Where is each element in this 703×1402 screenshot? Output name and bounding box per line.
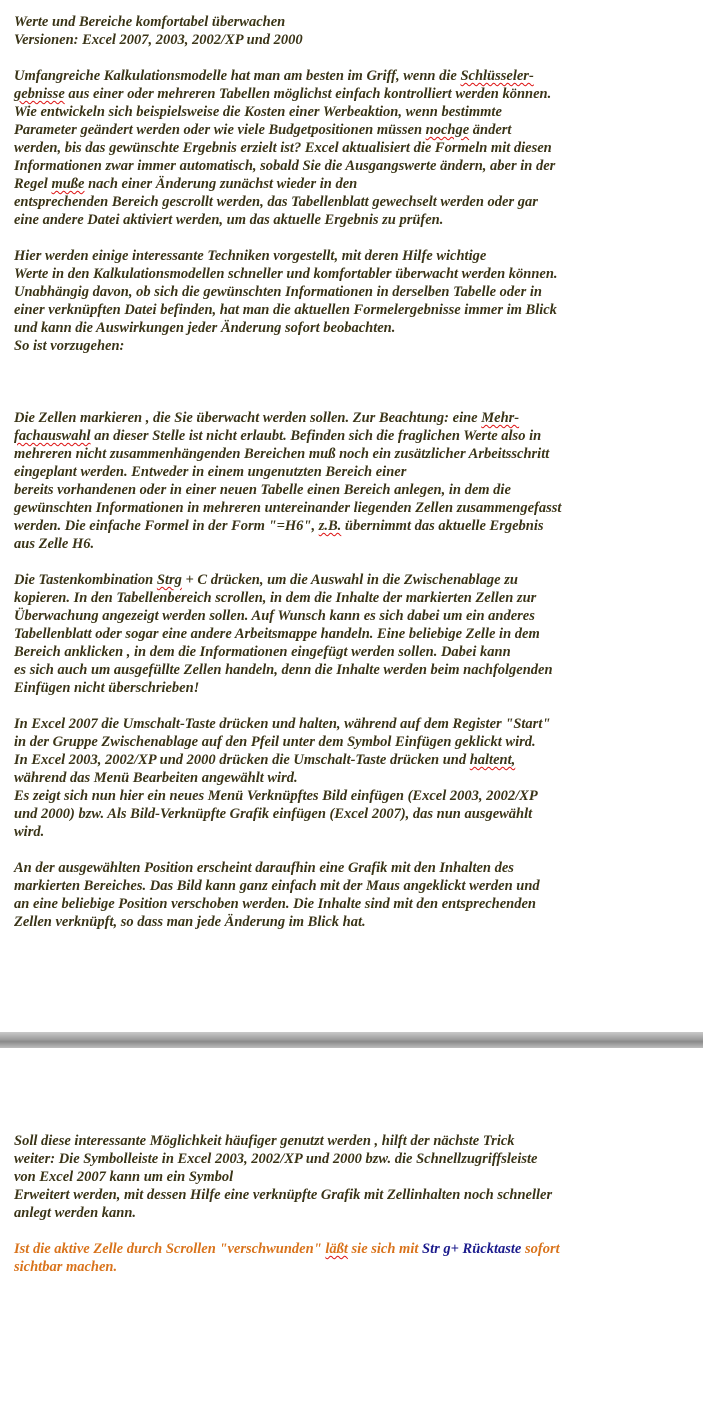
paragraph-line: Überwachung angezeigt werden sollen. Auf Wunsch kann es sich dabei um ein anderes bbox=[14, 608, 535, 624]
paragraph-line: Hier werden einige interessante Techniken vorgestellt, mit deren Hilfe wichtige bbox=[14, 248, 487, 264]
tip-line: Ist die aktive Zelle durch Scrollen "verschwunden" läßt sie sich mit Str g+ Rücktaste sofort bbox=[14, 1241, 560, 1257]
spelling-mark: haltent, bbox=[469, 752, 516, 768]
paragraph-line: Erweitert werden, mit dessen Hilfe eine verknüpfte Grafik mit Zellinhalten noch schneller bbox=[14, 1187, 553, 1203]
page-break-separator bbox=[0, 1032, 703, 1048]
paragraph-line: Parameter geändert werden oder wie viele Budgetpositionen müssen nochge ändert bbox=[14, 122, 512, 138]
paragraph-line: werden, bis das gewünschte Ergebnis erzielt ist? Excel aktualisiert die Formeln mit diesen bbox=[14, 140, 552, 156]
paragraph-line: an eine beliebige Position verschoben werden. Die Inhalte sind mit den entsprechenden bbox=[14, 896, 536, 912]
paragraph-line: Einfügen nicht überschrieben! bbox=[14, 680, 200, 696]
spelling-mark: muße bbox=[51, 176, 85, 192]
spelling-mark: z.B. bbox=[318, 518, 342, 534]
paragraph-line: entsprechenden Bereich gescrollt werden, das Tabellenblatt gewechselt werden oder gar bbox=[14, 194, 538, 210]
tip-line: sichtbar machen. bbox=[14, 1259, 118, 1275]
paragraph-line: Umfangreiche Kalkulationsmodelle hat man am besten im Griff, wenn die Schlüsseler- bbox=[14, 68, 534, 84]
paragraph-line: von Excel 2007 kann um ein Symbol bbox=[14, 1169, 234, 1185]
paragraph-line: kopieren. In den Tabellenbereich scrollen, in dem die Inhalte der markierten Zellen zur bbox=[14, 590, 537, 606]
spelling-mark: fachauswahl bbox=[14, 428, 91, 444]
paragraph-line: mehreren nicht zusammenhängenden Bereichen muß noch ein zusätzlicher Arbeitsschritt bbox=[14, 446, 550, 462]
document-body-page-2 bbox=[14, 1132, 626, 1276]
paragraph-line: Informationen zwar immer automatisch, sobald Sie die Ausgangswerte ändern, aber in der bbox=[14, 158, 556, 174]
paragraph-line: Zellen verknüpft, so dass man jede Änderung im Blick hat. bbox=[14, 914, 366, 930]
doc-versions: Versionen: Excel 2007, 2003, 2002/XP und 2000 bbox=[14, 32, 303, 48]
spelling-mark: Schlüsseler- bbox=[460, 68, 534, 84]
paragraph-line: Wie entwickeln sich beispielsweise die Kosten einer Werbeaktion, wenn bestimmte bbox=[14, 104, 502, 120]
doc-title: Werte und Bereiche komfortabel überwachen bbox=[14, 14, 286, 30]
paragraph-line: markierten Bereiches. Das Bild kann ganz einfach mit der Maus angeklickt werden und bbox=[14, 878, 540, 894]
spelling-mark: gebnisse bbox=[14, 86, 65, 102]
spelling-mark: Mehr- bbox=[481, 410, 520, 426]
paragraph-line: anlegt werden kann. bbox=[14, 1205, 137, 1221]
paragraph-line: wird. bbox=[14, 824, 45, 840]
paragraph-line: eingeplant werden. Entweder in einem ungenutzten Bereich einer bbox=[14, 464, 407, 480]
paragraph-line: Die Zellen markieren , die Sie überwacht werden sollen. Zur Beachtung: eine Mehr- bbox=[14, 410, 520, 426]
paragraph-line: während das Menü Bearbeiten angewählt wird. bbox=[14, 770, 298, 786]
paragraph-line: gebnisse aus einer oder mehreren Tabellen möglichst einfach kontrolliert werden können. bbox=[14, 86, 552, 102]
paragraph-line: und kann die Auswirkungen jeder Änderung sofort beobachten. bbox=[14, 320, 396, 336]
paragraph-line: An der ausgewählten Position erscheint daraufhin eine Grafik mit den Inhalten des bbox=[14, 860, 514, 876]
paragraph-line: Es zeigt sich nun hier ein neues Menü Verknüpftes Bild einfügen (Excel 2003, 2002/XP bbox=[14, 788, 538, 804]
spelling-mark: läßt bbox=[325, 1241, 348, 1257]
paragraph-line: und 2000) bzw. Als Bild-Verknüpfte Grafik einfügen (Excel 2007), das nun ausgewählt bbox=[14, 806, 533, 822]
paragraph-line: bereits vorhandenen oder in einer neuen Tabelle einen Bereich anlegen, in dem die bbox=[14, 482, 511, 498]
paragraph-line: es sich auch um ausgefüllte Zellen handeln, denn die Inhalte werden beim nachfolgenden bbox=[14, 662, 553, 678]
paragraph-line: Die Tastenkombination Strg + C drücken, um die Auswahl in die Zwischenablage zu bbox=[14, 572, 518, 588]
paragraph-line: werden. Die einfache Formel in der Form "=H6", z.B. übernimmt das aktuelle Ergebnis bbox=[14, 518, 544, 534]
paragraph-line: In Excel 2003, 2002/XP und 2000 drücken die Umschalt-Taste drücken und haltent, bbox=[14, 752, 516, 768]
paragraph-line: In Excel 2007 die Umschalt-Taste drücken und halten, während auf dem Register "Start" bbox=[14, 716, 551, 732]
paragraph-line: So ist vorzugehen: bbox=[14, 338, 125, 354]
keyboard-shortcut: Str g+ Rücktaste bbox=[422, 1241, 522, 1257]
paragraph-line: fachauswahl an dieser Stelle ist nicht erlaubt. Befinden sich die fraglichen Werte also in bbox=[14, 428, 542, 444]
paragraph-line: Soll diese interessante Möglichkeit häufiger genutzt werden , hilft der nächste Trick bbox=[14, 1133, 515, 1149]
document-body-page-1 bbox=[14, 13, 626, 931]
paragraph-line: eine andere Datei aktiviert werden, um das aktuelle Ergebnis zu prüfen. bbox=[14, 212, 444, 228]
spelling-mark: Strg bbox=[156, 572, 182, 588]
paragraph-line: in der Gruppe Zwischenablage auf den Pfeil unter dem Symbol Einfügen geklickt wird. bbox=[14, 734, 536, 750]
paragraph-line: aus Zelle H6. bbox=[14, 536, 95, 552]
paragraph-line: Tabellenblatt oder sogar eine andere Arbeitsmappe handeln. Eine beliebige Zelle in dem bbox=[14, 626, 540, 642]
paragraph-line: Bereich anklicken , in dem die Informationen eingefügt werden sollen. Dabei kann bbox=[14, 644, 511, 660]
paragraph-line: weiter: Die Symbolleiste in Excel 2003, 2002/XP und 2000 bzw. die Schnellzugriffsleiste bbox=[14, 1151, 538, 1167]
paragraph-line: Werte in den Kalkulationsmodellen schneller und komfortabler überwacht werden können. bbox=[14, 266, 558, 282]
paragraph-line: gewünschten Informationen in mehreren untereinander liegenden Zellen zusammengefasst bbox=[14, 500, 562, 516]
document-page-2 bbox=[0, 1048, 703, 1402]
paragraph-line: Regel muße nach einer Änderung zunächst wieder in den bbox=[14, 176, 358, 192]
spelling-mark: nochge bbox=[425, 122, 470, 138]
paragraph-line: einer verknüpften Datei befinden, hat man die aktuellen Formelergebnisse immer im Blick bbox=[14, 302, 557, 318]
paragraph-line: Unabhängig davon, ob sich die gewünschten Informationen in derselben Tabelle oder in bbox=[14, 284, 542, 300]
